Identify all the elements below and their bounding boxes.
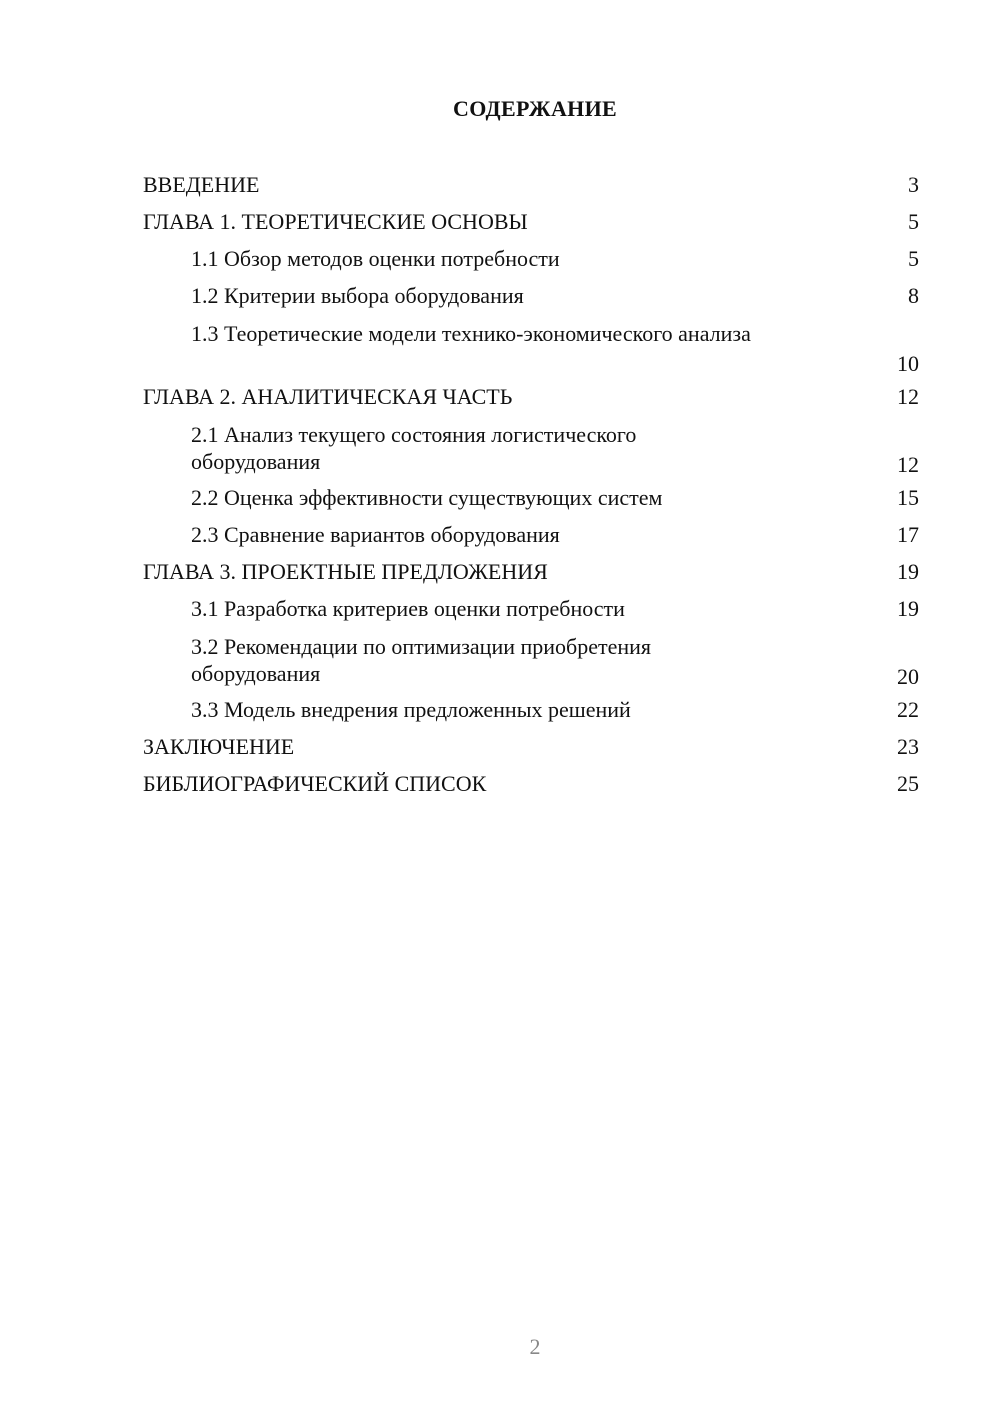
toc-entry-chapter-3[interactable]	[143, 555, 919, 592]
toc-entry-page: 5	[908, 246, 919, 271]
toc-entry-page: 3	[908, 172, 919, 197]
toc-entry-page: 10	[897, 351, 919, 376]
toc-entry-text: 3.1 Разработка критериев оценки потребности	[191, 596, 625, 621]
toc-entry-page: 8	[908, 283, 919, 308]
toc-entry-conclusion[interactable]	[143, 730, 919, 767]
toc-entry-introduction[interactable]	[143, 168, 919, 205]
toc-entry-section-2-2[interactable]	[143, 481, 919, 518]
toc-entry-text: 1.3 Теоретические модели технико-экономического анализа	[191, 321, 751, 346]
toc-title: СОДЕРЖАНИЕ	[453, 96, 617, 121]
page-number: 2	[529, 1334, 541, 1359]
toc-entry-page: 17	[897, 522, 919, 547]
toc-entry-section-2-3[interactable]	[143, 518, 919, 555]
toc-entry-text: 3.2 Рекомендации по оптимизации приобретения оборудования	[191, 634, 652, 686]
toc-entry-page: 20	[897, 664, 919, 689]
toc-entry-page: 19	[897, 596, 919, 621]
toc-entry-page: 25	[897, 771, 919, 796]
toc-entry-text: ГЛАВА 2. АНАЛИТИЧЕСКАЯ ЧАСТЬ	[143, 384, 513, 409]
toc-entry-text: 2.3 Сравнение вариантов оборудования	[191, 522, 560, 547]
toc-entry-text: 2.1 Анализ текущего состояния логистического оборудования	[191, 422, 637, 474]
toc-entry-text: ВВЕДЕНИЕ	[143, 172, 260, 197]
toc-entry-page: 23	[897, 734, 919, 759]
toc-entry-chapter-2[interactable]	[143, 380, 919, 417]
toc-entry-section-3-1[interactable]	[143, 592, 919, 629]
toc-entry-section-1-3[interactable]	[143, 316, 919, 380]
toc-entry-text: 1.1 Обзор методов оценки потребности	[191, 246, 560, 271]
toc-entry-text: 2.2 Оценка эффективности существующих систем	[191, 485, 663, 510]
toc-entry-page: 15	[897, 485, 919, 510]
toc-entry-text: ГЛАВА 1. ТЕОРЕТИЧЕСКИЕ ОСНОВЫ	[143, 209, 528, 234]
toc-entry-page: 22	[897, 697, 919, 722]
toc-entry-page: 12	[897, 452, 919, 477]
toc-entry-page: 5	[908, 209, 919, 234]
toc-entry-section-1-2[interactable]	[143, 279, 919, 316]
toc-entry-text: ЗАКЛЮЧЕНИЕ	[143, 734, 295, 759]
toc-entry-section-3-3[interactable]	[143, 693, 919, 730]
toc-entry-text: 1.2 Критерии выбора оборудования	[191, 283, 524, 308]
toc-entry-bibliography[interactable]	[143, 767, 919, 804]
toc-entry-section-3-2[interactable]	[143, 629, 919, 693]
toc-entry-page: 19	[897, 559, 919, 584]
toc-entry-text: 3.3 Модель внедрения предложенных решений	[191, 697, 631, 722]
toc-entry-section-2-1[interactable]	[143, 417, 919, 481]
toc-entry-text: БИБЛИОГРАФИЧЕСКИЙ СПИСОК	[143, 771, 487, 796]
toc-entry-page: 12	[897, 384, 919, 409]
toc-entry-chapter-1[interactable]	[143, 205, 919, 242]
toc-entry-text: ГЛАВА 3. ПРОЕКТНЫЕ ПРЕДЛОЖЕНИЯ	[143, 559, 548, 584]
toc-entry-section-1-1[interactable]	[143, 242, 919, 279]
table-of-contents	[143, 168, 919, 804]
